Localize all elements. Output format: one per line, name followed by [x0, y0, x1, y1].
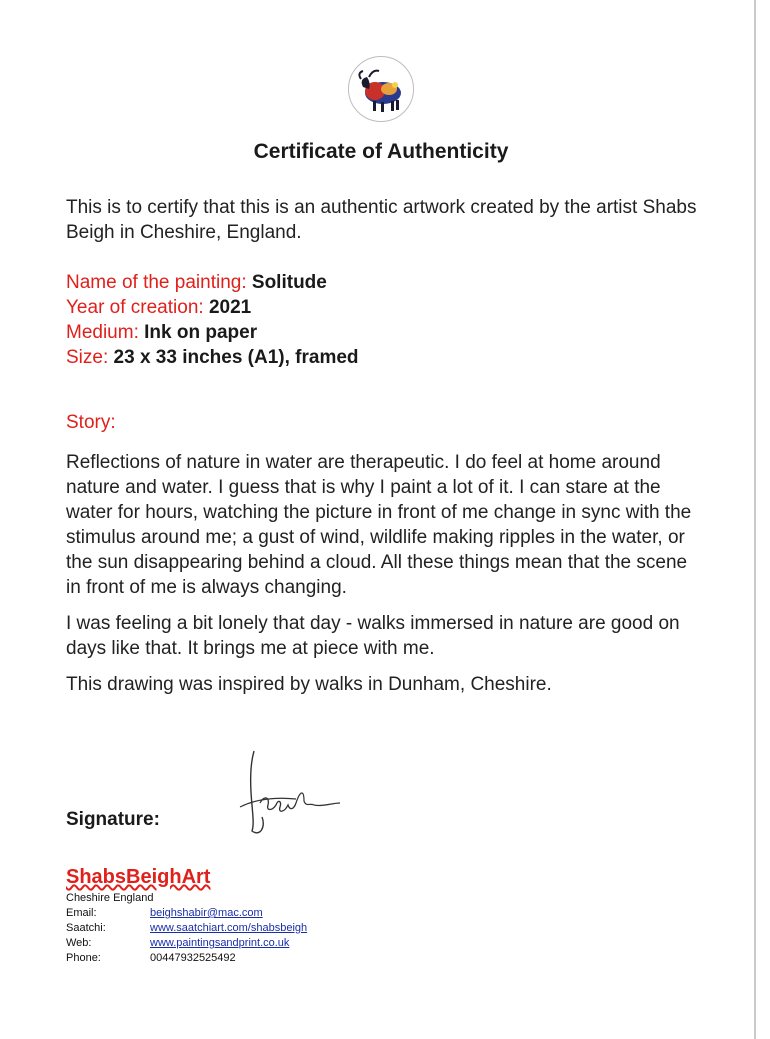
contact-row-web [66, 936, 307, 951]
email-label: Email: [66, 907, 97, 919]
fact-size [66, 345, 706, 370]
contact-row-phone [66, 951, 307, 966]
fact-value: Ink on paper [144, 322, 258, 343]
web-label: Web: [66, 937, 92, 949]
signature-label: Signature: [66, 809, 160, 830]
certificate-title: Certificate of Authenticity [253, 140, 509, 163]
fact-label: Year of creation: [66, 297, 204, 318]
fact-value: 23 x 33 inches (A1), framed [113, 347, 359, 368]
bull-painting-logo-icon [348, 56, 414, 122]
story-heading: Story: [66, 412, 116, 433]
fact-label: Size: [66, 347, 109, 368]
contact-row-saatchi [66, 921, 307, 936]
fact-value: 2021 [208, 297, 252, 318]
story-paragraph: I was feeling a bit lonely that day - walks immersed in nature are good on days like that. It brings me at piece with me. [66, 613, 680, 659]
email-link[interactable]: beighshabir@mac.com [150, 907, 263, 919]
location-text: Cheshire England [66, 892, 154, 904]
story-body [66, 450, 706, 708]
phone-label: Phone: [66, 952, 101, 964]
fact-value: Solitude [251, 272, 327, 293]
fact-year [66, 295, 706, 320]
saatchi-label: Saatchi: [66, 922, 106, 934]
fact-label: Medium: [66, 322, 139, 343]
contact-block [66, 891, 307, 966]
story-paragraph: This drawing was inspired by walks in Dunham, Cheshire. [66, 674, 552, 695]
fact-label: Name of the painting: [66, 272, 247, 293]
page-edge-divider [754, 0, 756, 1039]
contact-row-email [66, 906, 307, 921]
story-paragraph: Reflections of nature in water are therapeutic. I do feel at home around nature and water. I guess that is why I paint a lot of it. I can stare at the water for hours, watching the picture in front of me change in sync with the stimulus around me; a gust of wind, wildlife making ripples in the water, or the sun disappearing behind a cloud. All these things mean that the scene in front of me is always changing. [66, 452, 692, 598]
web-link[interactable]: www.paintingsandprint.co.uk [150, 937, 290, 949]
intro-text: This is to certify that this is an authentic artwork created by the artist Shabs Beigh in Cheshire, England. [66, 197, 697, 243]
saatchi-link[interactable]: www.saatchiart.com/shabsbeigh [150, 922, 308, 934]
phone-value: 00447932525492 [150, 952, 236, 964]
fact-painting-name [66, 270, 706, 295]
artwork-facts [66, 270, 706, 370]
handwritten-signature [236, 745, 346, 845]
fact-medium [66, 320, 706, 345]
brand-name: ShabsBeighArt [66, 866, 211, 888]
